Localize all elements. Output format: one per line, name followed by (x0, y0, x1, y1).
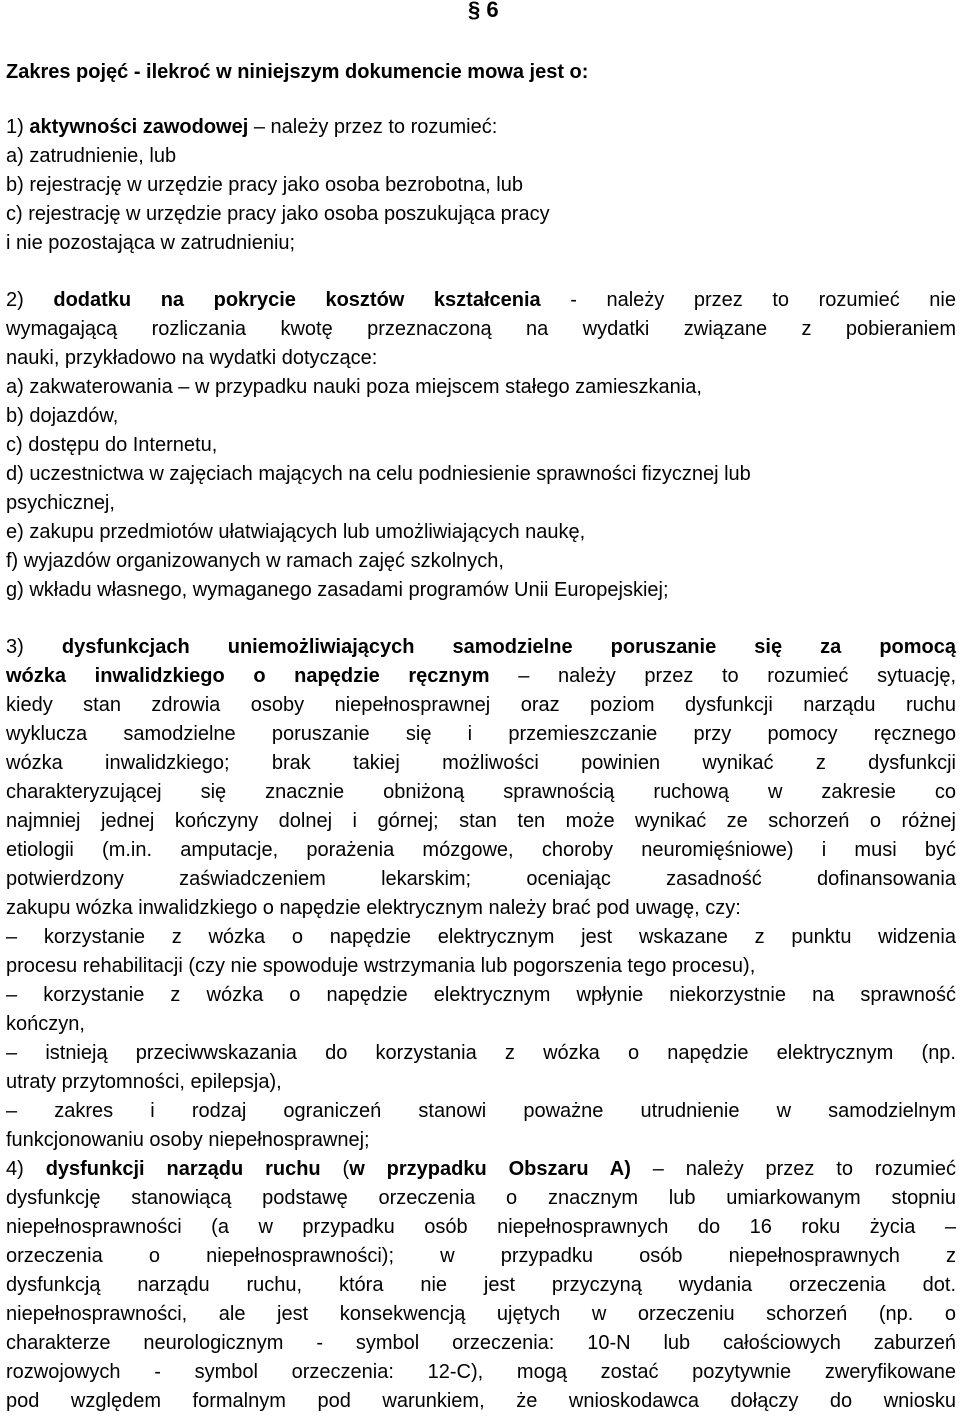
dash-item-2: – korzystanie z wózka o napędzie elektrycznym wpłynie niekorzystnie na sprawność (6, 984, 956, 1006)
text-line: dysfunkcją narządu ruchu, która nie jest przyczyną wydania orzeczenia dot. (6, 1274, 956, 1296)
sub-item-c: c) dostępu do Internetu, (6, 434, 218, 456)
item-number: 2) (6, 289, 54, 311)
text-line: charakteryzującej się znacznie obniżoną sprawnością ruchową w zakresie co (6, 781, 956, 803)
dash-item-1-continuation: procesu rehabilitacji (czy nie spowoduje wstrzymania lub pogorszenia tego procesu), (6, 955, 756, 977)
document-heading: Zakres pojęć - ilekroć w niniejszym dokumencie mowa jest o: (6, 61, 589, 83)
defined-term-continuation: wózka inwalidzkiego o napędzie ręcznym (6, 665, 490, 687)
sub-item-f: f) wyjazdów organizowanych w ramach zajęć szkolnych, (6, 550, 504, 572)
text-line: wymagającą rozliczania kwotę przeznaczoną na wydatki związane z pobieraniem (6, 318, 956, 340)
definition-item-4 (6, 1155, 956, 1416)
text-line: pod względem formalnym pod warunkiem, że wnioskodawca dołączy do wniosku (6, 1390, 956, 1412)
defined-term: dysfunkcjach uniemożliwiających samodzielne poruszanie się za pomocą (61, 636, 956, 658)
text-line: etiologii (m.in. amputacje, porażenia mózgowe, choroby neuromięśniowe) i musi być (6, 839, 956, 861)
item-1-line (6, 113, 956, 142)
item-intro: – należy przez to rozumieć (630, 1158, 957, 1180)
text-line: rozwojowych - symbol orzeczenia: 12-C), mogą zostać pozytywnie zweryfikowane (6, 1361, 956, 1383)
paren-open: ( (320, 1158, 350, 1180)
item-number: 3) (6, 636, 62, 658)
dash-item-3: – istnieją przeciwwskazania do korzystania z wózka o napędzie elektrycznym (np. (6, 1042, 956, 1064)
sub-item-a: a) zakwaterowania – w przypadku nauki poza miejscem stałego zamieszkania, (6, 376, 702, 398)
definition-item-3 (6, 633, 956, 1155)
text-line: charakterze neurologicznym - symbol orzeczenia: 10-N lub całościowych zaburzeń (6, 1332, 956, 1354)
dash-item-4-continuation: funkcjonowaniu osoby niepełnosprawnej; (6, 1129, 370, 1151)
sub-item-d: d) uczestnictwa w zajęciach mających na celu podniesienie sprawności fizycznej lub (6, 463, 751, 485)
text-line: nauki, przykładowo na wydatki dotyczące: (6, 347, 378, 369)
defined-term-qualifier: w przypadku Obszaru A) (349, 1158, 631, 1180)
sub-item-d-continuation: psychicznej, (6, 492, 115, 514)
sub-item-c-continuation: i nie pozostająca w zatrudnieniu; (6, 232, 296, 254)
defined-term: aktywności zawodowej (29, 116, 249, 138)
item-intro: – należy przez to rozumieć: (248, 116, 498, 138)
sub-item-e: e) zakupu przedmiotów ułatwiających lub umożliwiających naukę, (6, 521, 586, 543)
item-2-line (6, 286, 956, 315)
section-number: § 6 (468, 0, 499, 22)
defined-term: dysfunkcji narządu ruchu (45, 1158, 321, 1180)
item-number: 4) (6, 1158, 46, 1180)
text-line: kiedy stan zdrowia osoby niepełnosprawnej oraz poziom dysfunkcji narządu ruchu (6, 694, 956, 716)
item-intro: – należy przez to rozumieć sytuację, (489, 665, 956, 687)
text-line: niepełnosprawności (a w przypadku osób niepełnosprawnych do 16 roku życia – (6, 1216, 956, 1238)
item-number: 1) (6, 116, 30, 138)
text-line: wyklucza samodzielne poruszanie się i przemieszczanie przy pomocy ręcznego (6, 723, 956, 745)
text-line: orzeczenia o niepełnosprawności); w przypadku osób niepełnosprawnych z (6, 1245, 956, 1267)
definition-item-2 (6, 286, 956, 605)
text-line: zakupu wózka inwalidzkiego o napędzie elektrycznym należy brać pod uwagę, czy: (6, 897, 741, 919)
dash-item-3-continuation: utraty przytomności, epilepsja), (6, 1071, 282, 1093)
text-line: najmniej jednej kończyny dolnej i górnej; stan ten może wynikać ze schorzeń o różnej (6, 810, 956, 832)
sub-item-b: b) rejestrację w urzędzie pracy jako osoba bezrobotna, lub (6, 174, 523, 196)
item-intro: - należy przez to rozumieć nie (540, 289, 956, 311)
definition-item-1 (6, 113, 956, 258)
text-line: dysfunkcję stanowiącą podstawę orzeczenia o znacznym lub umiarkowanym stopniu (6, 1187, 956, 1209)
sub-item-c: c) rejestrację w urzędzie pracy jako osoba poszukująca pracy (6, 203, 550, 225)
item-4-line (6, 1155, 956, 1184)
item-3-line-2 (6, 662, 956, 691)
text-line: potwierdzony zaświadczeniem lekarskim; oceniając zasadność dofinansowania (6, 868, 956, 890)
dash-item-4: – zakres i rodzaj ograniczeń stanowi poważne utrudnienie w samodzielnym (6, 1100, 956, 1122)
dash-item-1: – korzystanie z wózka o napędzie elektrycznym jest wskazane z punktu widzenia (6, 926, 956, 948)
sub-item-g: g) wkładu własnego, wymaganego zasadami programów Unii Europejskiej; (6, 579, 669, 601)
defined-term: dodatku na pokrycie kosztów kształcenia (53, 289, 541, 311)
text-line: niepełnosprawności, ale jest konsekwencją ujętych w orzeczeniu schorzeń (np. o (6, 1303, 956, 1325)
dash-item-2-continuation: kończyn, (6, 1013, 85, 1035)
text-line: wózka inwalidzkiego; brak takiej możliwości powinien wynikać z dysfunkcji (6, 752, 956, 774)
item-3-line (6, 633, 956, 662)
sub-item-a: a) zatrudnienie, lub (6, 145, 177, 167)
sub-item-b: b) dojazdów, (6, 405, 119, 427)
